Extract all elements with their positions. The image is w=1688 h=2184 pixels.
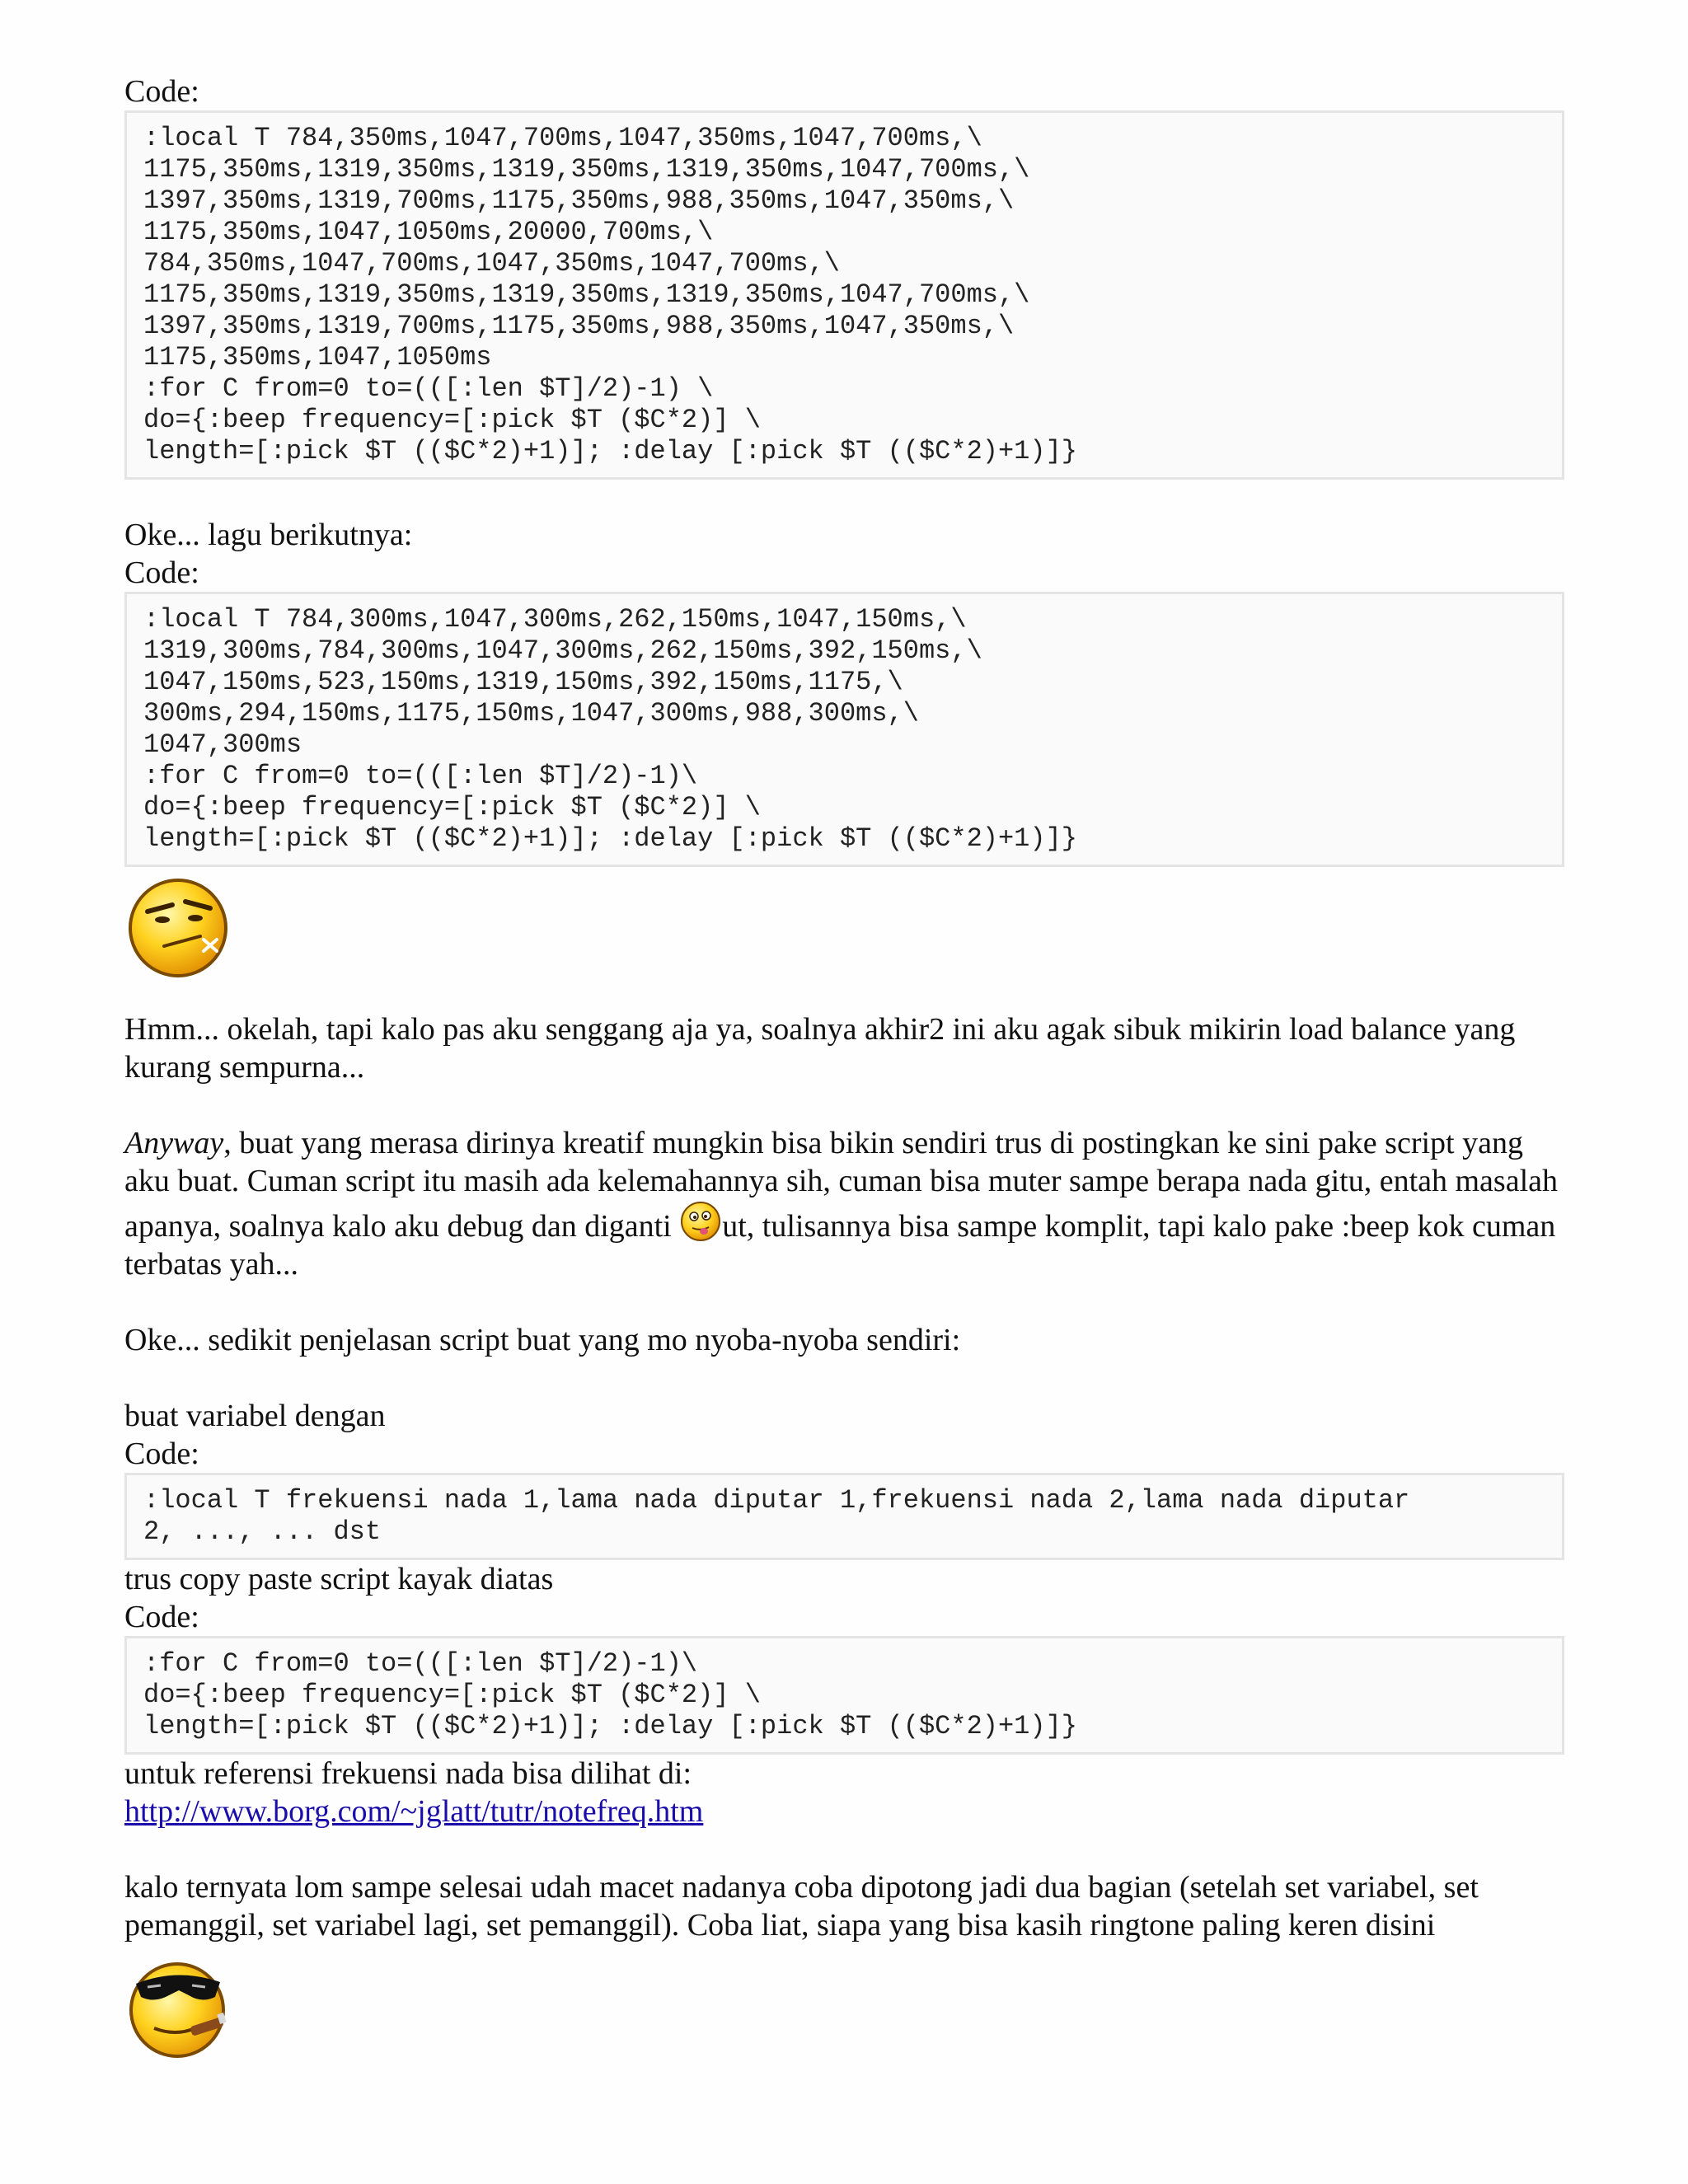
code-line: 2, ..., ... dst: [143, 1516, 382, 1547]
code-line: :local T 784,350ms,1047,700ms,1047,350ms,1047,700ms,\: [143, 123, 982, 153]
cool-cigar-smiley-icon: [124, 1949, 235, 2060]
code-line: 1319,300ms,784,300ms,1047,300ms,262,150ms,392,150ms,\: [143, 635, 982, 666]
code-line: 1047,150ms,523,150ms,1319,150ms,392,150ms,1175,\: [143, 667, 903, 697]
code-block-4: [124, 1636, 1564, 1755]
post-content: [124, 73, 1564, 2060]
code-line: :local T frekuensi nada 1,lama nada diputar 1,frekuensi nada 2,lama nada diputar: [143, 1485, 1410, 1516]
code-line: 300ms,294,150ms,1175,150ms,1047,300ms,988,300ms,\: [143, 698, 919, 729]
code-label: Code:: [124, 1600, 199, 1634]
anyway-text-part1: , buat yang merasa dirinya kreatif mungkin bisa bikin sendiri trus di postingkan ke sini pake script yang aku buat. Cuman script itu masih ada kelemahannya sih, cuman bisa muter sampe berapa nada gitu, entah masalah apanya, soalnya kalo aku debug dan diganti: [124, 1126, 1559, 1244]
tongue-smiley-icon: [679, 1200, 722, 1243]
code-line: 1047,300ms: [143, 729, 302, 760]
code-block-3: [124, 1473, 1564, 1560]
code-block-2: [124, 592, 1564, 867]
paragraph-reference: untuk referensi frekuensi nada bisa dilihat di:: [124, 1756, 692, 1791]
code-line: length=[:pick $T (($C*2)+1)]; :delay [:pick $T (($C*2)+1)]}: [143, 1711, 1077, 1741]
code-line: :for C from=0 to=(([:len $T]/2)-1)\: [143, 1648, 698, 1679]
paragraph-anyway: [124, 1124, 1564, 1283]
paragraph-next-song: Oke... lagu berikutnya:: [124, 518, 413, 552]
code-line: 1175,350ms,1319,350ms,1319,350ms,1319,350ms,1047,700ms,\: [143, 279, 1030, 310]
code-line: 1397,350ms,1319,700ms,1175,350ms,988,350ms,1047,350ms,\: [143, 311, 1015, 341]
code-line: 784,350ms,1047,700ms,1047,350ms,1047,700ms,\: [143, 248, 840, 279]
code-label: Code:: [124, 1436, 199, 1471]
code-line: :for C from=0 to=(([:len $T]/2)-1) \: [143, 373, 714, 404]
anyway-text-part2: ut, tulisannya bisa sampe komplit, tapi kalo pake :beep kok cuman terbatas yah...: [124, 1209, 1556, 1282]
code-line: :local T 784,300ms,1047,300ms,262,150ms,1047,150ms,\: [143, 604, 967, 635]
code-line: length=[:pick $T (($C*2)+1)]; :delay [:pick $T (($C*2)+1)]}: [143, 436, 1077, 466]
code-line: 1175,350ms,1047,1050ms: [143, 342, 492, 373]
code-line: length=[:pick $T (($C*2)+1)]; :delay [:pick $T (($C*2)+1)]}: [143, 823, 1077, 854]
code-block-1: [124, 110, 1564, 480]
notefreq-link[interactable]: http://www.borg.com/~jglatt/tutr/notefreq.htm: [124, 1794, 704, 1829]
paragraph-copy-paste: trus copy paste script kayak diatas: [124, 1562, 554, 1596]
smirk-smiley-icon: [124, 872, 232, 979]
code-line: do={:beep frequency=[:pick $T ($C*2)] \: [143, 792, 761, 823]
code-label: Code:: [124, 555, 199, 590]
code-line: :for C from=0 to=(([:len $T]/2)-1)\: [143, 761, 698, 791]
code-line: do={:beep frequency=[:pick $T ($C*2)] \: [143, 405, 761, 435]
code-line: 1397,350ms,1319,700ms,1175,350ms,988,350ms,1047,350ms,\: [143, 185, 1015, 216]
paragraph-explain: Oke... sedikit penjelasan script buat yang mo nyoba-nyoba sendiri:: [124, 1323, 961, 1357]
paragraph-last: kalo ternyata lom sampe selesai udah macet nadanya coba dipotong jadi dua bagian (setelah set variabel, set pemanggil, set variabel lagi, set pemanggil). Coba liat, siapa yang bisa kasih ringtone paling keren disini: [124, 1870, 1479, 1943]
code-line: do={:beep frequency=[:pick $T ($C*2)] \: [143, 1680, 761, 1710]
code-label: Code:: [124, 74, 199, 109]
code-line: 1175,350ms,1047,1050ms,20000,700ms,\: [143, 217, 714, 247]
paragraph-hmm: Hmm... okelah, tapi kalo pas aku senggang aja ya, soalnya akhir2 ini aku agak sibuk mikirin load balance yang kurang sempurna...: [124, 1012, 1516, 1085]
paragraph-variable: buat variabel dengan: [124, 1399, 386, 1433]
reference-link-line: [124, 1793, 1564, 1830]
code-line: 1175,350ms,1319,350ms,1319,350ms,1319,350ms,1047,700ms,\: [143, 154, 1030, 185]
anyway-emphasis: Anyway: [124, 1126, 224, 1160]
